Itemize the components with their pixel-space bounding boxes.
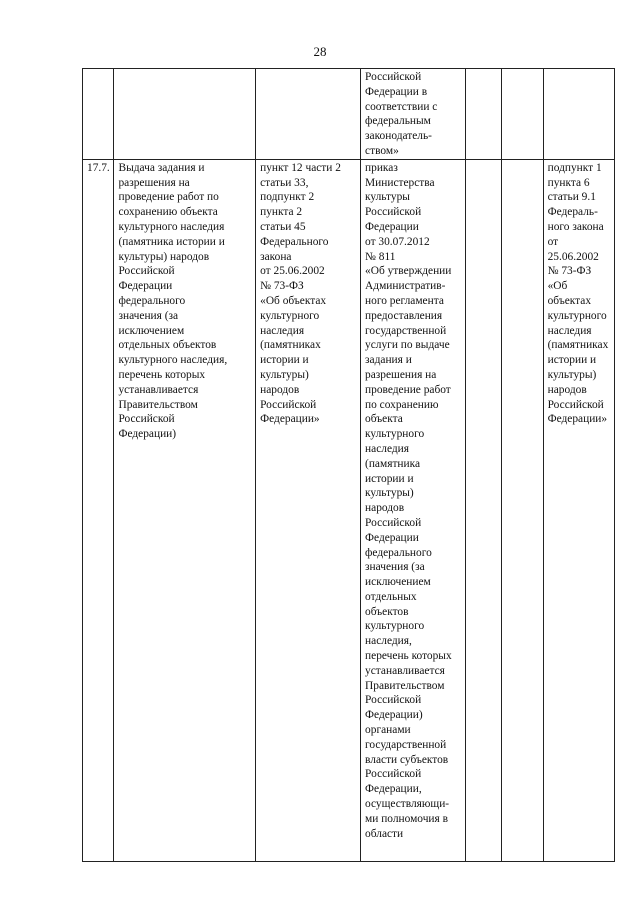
cell-legal-basis: пункт 12 части 2 статьи 33, подпункт 2 пункта 2 статьи 45 Федерального закона от 25.06.2002 № 73-ФЗ «Об объектах культурного наследия (памятниках истории и культуры) народов Российской Федерации» xyxy=(256,159,361,861)
page-number: 28 xyxy=(313,44,327,59)
cell-empty-2 xyxy=(501,69,543,160)
cell-delegation-basis xyxy=(543,69,614,160)
cell-service-name: Выдача задания и разрешения на проведение работ по сохранению объекта культурного наследия (памятника истории и культуры) народов Российской Федерации федерального значения (за исключением отдельных объектов культурного наследия, перечень которых устанавливается Правительством Российской Федерации) xyxy=(114,159,256,861)
cell-number xyxy=(83,69,114,160)
cell-service-name xyxy=(114,69,256,160)
cell-empty-1 xyxy=(465,69,501,160)
cell-legal-basis xyxy=(256,69,361,160)
cell-number: 17.7. xyxy=(83,159,114,861)
cell-regulation: приказ Министерства культуры Российской Федерации от 30.07.2012 № 811 «Об утверждении Административ- ного регламента предоставления государственной услуги по выдаче задания и разрешения на проведение работ по сохранению объекта культурного наследия (памятника истории и культуры) народов Российской Федерации федерального значения (за исключением отдельных объектов культурного наследия, перечень которых устанавливается Правительством Российской Федерации) органами государственной власти субъектов Российской Федерации, осуществляющи- ми полномочия в области xyxy=(361,159,466,861)
cell-empty-1 xyxy=(465,159,501,861)
table-row-17-7 xyxy=(83,159,615,861)
cell-empty-2 xyxy=(501,159,543,861)
cell-delegation-basis: подпункт 1 пункта 6 статьи 9.1 Федераль- ного закона от 25.06.2002 № 73-ФЗ «Об объектах культурного наследия (памятниках истории и культуры) народов Российской Федерации» xyxy=(543,159,614,861)
table-row-continuation xyxy=(83,69,615,160)
cell-regulation: Российской Федерации в соответствии с федеральным законодатель- ством» xyxy=(361,69,466,160)
services-table xyxy=(82,68,615,862)
